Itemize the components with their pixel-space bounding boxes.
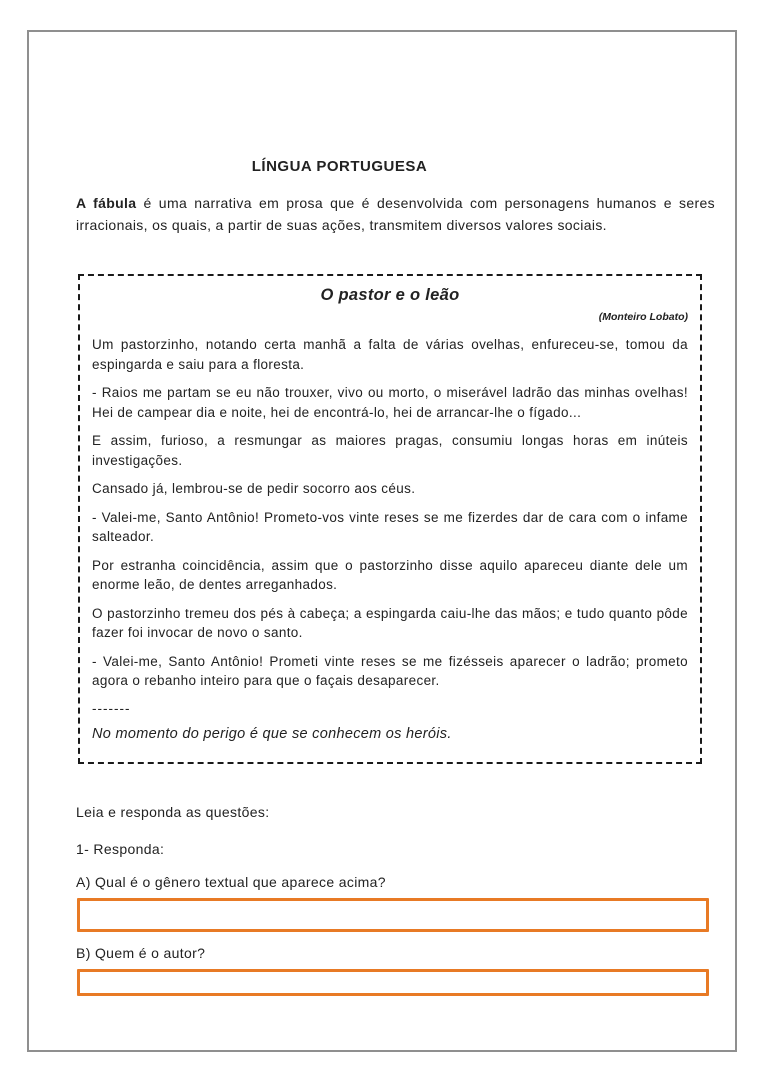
fable-paragraph: - Raios me partam se eu não trouxer, vivo ou morto, o miserável ladrão das minhas ovelhas! Hei de campear dia e noite, hei de encontrá-lo, hei de arrancar-lhe o fígado...	[92, 385, 688, 420]
worksheet-content	[29, 32, 735, 1050]
answer-input-a[interactable]	[77, 898, 709, 932]
fable-title: O pastor e o leão	[320, 286, 460, 304]
fable-paragraph: Cansado já, lembrou-se de pedir socorro aos céus.	[92, 481, 416, 496]
answer-input-b[interactable]	[77, 969, 709, 996]
fable-paragraph: Um pastorzinho, notando certa manhã a falta de várias ovelhas, enfureceu-se, tomou da espingarda e saiu para a floresta.	[92, 337, 688, 372]
fable-paragraph: Por estranha coincidência, assim que o pastorzinho disse aquilo apareceu diante dele um enorme leão, de dentes arreganhados.	[92, 557, 688, 592]
fable-box	[78, 274, 702, 764]
worksheet-page	[27, 30, 737, 1052]
subject-title: LÍNGUA PORTUGUESA	[251, 158, 428, 175]
question-label-a: A) Qual é o gênero textual que aparece acima?	[76, 873, 386, 890]
fable-paragraph: O pastorzinho tremeu dos pés à cabeça; a espingarda caiu-lhe das mãos; e tudo quanto pôde fazer foi invocar de novo o santo.	[92, 605, 688, 640]
intro-text: é uma narrativa em prosa que é desenvolvida com personagens humanos e seres irracionais, os quais, a partir de suas ações, transmitem diversos valores sociais.	[76, 195, 715, 233]
fable-moral: No momento do perigo é que se conhecem os heróis.	[92, 725, 452, 742]
fable-paragraph: - Valei-me, Santo Antônio! Prometo-vos vinte reses se me fizerdes dar de cara com o infame salteador.	[92, 509, 688, 544]
intro-lead-bold: A fábula	[76, 195, 137, 211]
question-label-b: B) Quem é o autor?	[76, 944, 206, 961]
intro-paragraph	[76, 192, 715, 236]
fable-author: (Monteiro Lobato)	[598, 311, 688, 323]
fable-separator: -------	[92, 700, 131, 716]
question-number: 1- Responda:	[76, 840, 165, 857]
fable-paragraph: E assim, furioso, a resmungar as maiores pragas, consumiu longas horas em inúteis investigações.	[92, 433, 688, 468]
fable-paragraph: - Valei-me, Santo Antônio! Prometi vinte reses se me fizésseis aparecer o ladrão; prometo agora o rebanho inteiro para que o façais desaparecer.	[92, 653, 688, 688]
activity-instruction: Leia e responda as questões:	[76, 803, 270, 820]
